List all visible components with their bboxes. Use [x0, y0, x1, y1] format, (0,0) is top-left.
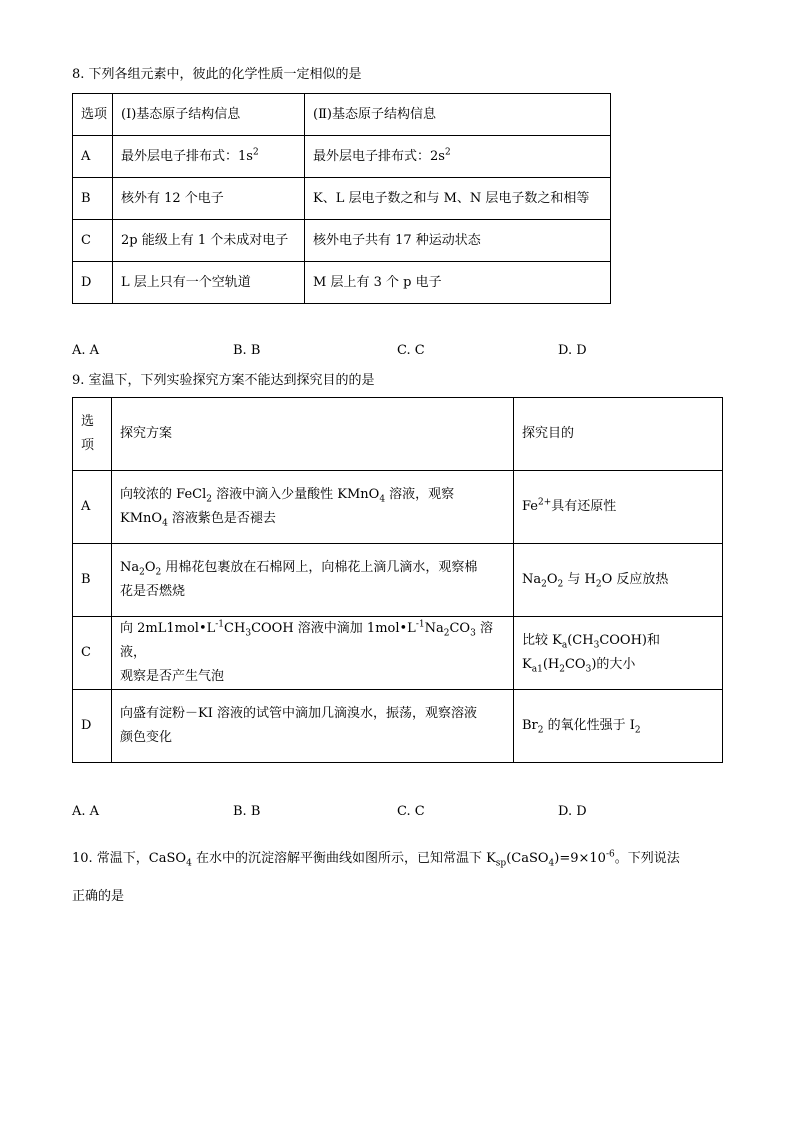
- q8-row-a-ii: 最外层电子排布式：$2s^2$: [305, 136, 611, 178]
- q9-row-b-plan: $Na_2O_2$ 用棉花包裹放在石棉网上，向棉花上滴几滴水，观察棉 花是否燃烧: [112, 544, 514, 617]
- q8-header-i: (Ⅰ)基态原子结构信息: [113, 94, 305, 136]
- q8-header-option: 选项: [73, 94, 113, 136]
- q8-header-ii: (Ⅱ)基态原子结构信息: [305, 94, 611, 136]
- table-row: [73, 398, 723, 471]
- q9-row-a-goal: $Fe^{2+}$具有还原性: [514, 471, 723, 544]
- q9-header-goal: 探究目的: [514, 398, 723, 471]
- q8-option-c[interactable]: C. C: [397, 343, 425, 358]
- q9-stem: 9. 室温下，下列实验探究方案不能达到探究目的的是: [72, 373, 375, 388]
- q9-row-d-option: D: [73, 690, 112, 763]
- table-row: [73, 544, 723, 617]
- q8-option-b[interactable]: B. B: [233, 343, 261, 358]
- table-row: [73, 136, 611, 178]
- q9-option-a[interactable]: A. A: [72, 804, 100, 819]
- q9-row-a-option: A: [73, 471, 112, 544]
- q8-row-c-ii: 核外电子共有 17 种运动状态: [305, 220, 611, 262]
- q8-row-d-option: D: [73, 262, 113, 304]
- q8-stem: 8. 下列各组元素中，彼此的化学性质一定相似的是: [72, 67, 362, 82]
- q9-option-b[interactable]: B. B: [233, 804, 261, 819]
- q8-row-b-option: B: [73, 178, 113, 220]
- q8-row-a-i: 最外层电子排布式：$1s^2$: [113, 136, 305, 178]
- q9-option-d[interactable]: D. D: [558, 804, 587, 819]
- q9-option-c[interactable]: C. C: [397, 804, 425, 819]
- q8-options: [72, 342, 672, 360]
- q9-header-plan: 探究方案: [112, 398, 514, 471]
- q8-option-d[interactable]: D. D: [558, 343, 587, 358]
- table-row: [73, 178, 611, 220]
- q8-row-b-ii: K、L 层电子数之和与 M、N 层电子数之和相等: [305, 178, 611, 220]
- q8-row-a-option: A: [73, 136, 113, 178]
- q9-row-b-goal: $Na_2O_2$ 与 $H_2O$ 反应放热: [514, 544, 723, 617]
- table-row: [73, 471, 723, 544]
- q9-row-b-option: B: [73, 544, 112, 617]
- q9-table: [72, 397, 723, 763]
- table-row: [73, 690, 723, 763]
- q9-header-option: 选 项: [73, 398, 112, 471]
- q9-row-c-option: C: [73, 617, 112, 690]
- q10-line-1: 10. 常温下，CaSO$_4$ 在水中的沉淀溶解平衡曲线如图所示，已知常温下 $K_{sp}(CaSO_4)=9\times 10^{-6}$。下列说法: [72, 849, 680, 869]
- table-row: [73, 220, 611, 262]
- q8-row-b-i: 核外有 12 个电子: [113, 178, 305, 220]
- q8-option-a[interactable]: A. A: [72, 343, 100, 358]
- q8-row-d-ii: M 层上有 3 个 p 电子: [305, 262, 611, 304]
- q9-row-a-plan: 向较浓的 FeCl$_2$ 溶液中滴入少量酸性 KMnO$_4$ 溶液，观察 KMnO$_4$ 溶液紫色是否褪去: [112, 471, 514, 544]
- q8-row-d-i: L 层上只有一个空轨道: [113, 262, 305, 304]
- q9-row-c-plan: 向 $2mL1mol•L^{-1}CH_3COOH$ 溶液中滴加 $1mol•L^{-1}Na_2CO_3$ 溶液， 观察是否产生气泡: [112, 617, 514, 690]
- q9-options: [72, 803, 672, 821]
- q9-row-d-goal: $Br_2$ 的氧化性强于 $I_2$: [514, 690, 723, 763]
- q8-table: [72, 93, 611, 304]
- table-row: [73, 617, 723, 690]
- q9-row-c-goal: 比较 $K_a(CH_3COOH)$和 $K_{a1}(H_2CO_3)$的大小: [514, 617, 723, 690]
- q8-row-c-option: C: [73, 220, 113, 262]
- q8-row-c-i: 2p 能级上有 1 个未成对电子: [113, 220, 305, 262]
- q10-line-2: 正确的是: [72, 889, 125, 904]
- table-row: [73, 262, 611, 304]
- table-row: [73, 94, 611, 136]
- q9-row-d-plan: 向盛有淀粉－KI 溶液的试管中滴加几滴溴水，振荡，观察溶液 颜色变化: [112, 690, 514, 763]
